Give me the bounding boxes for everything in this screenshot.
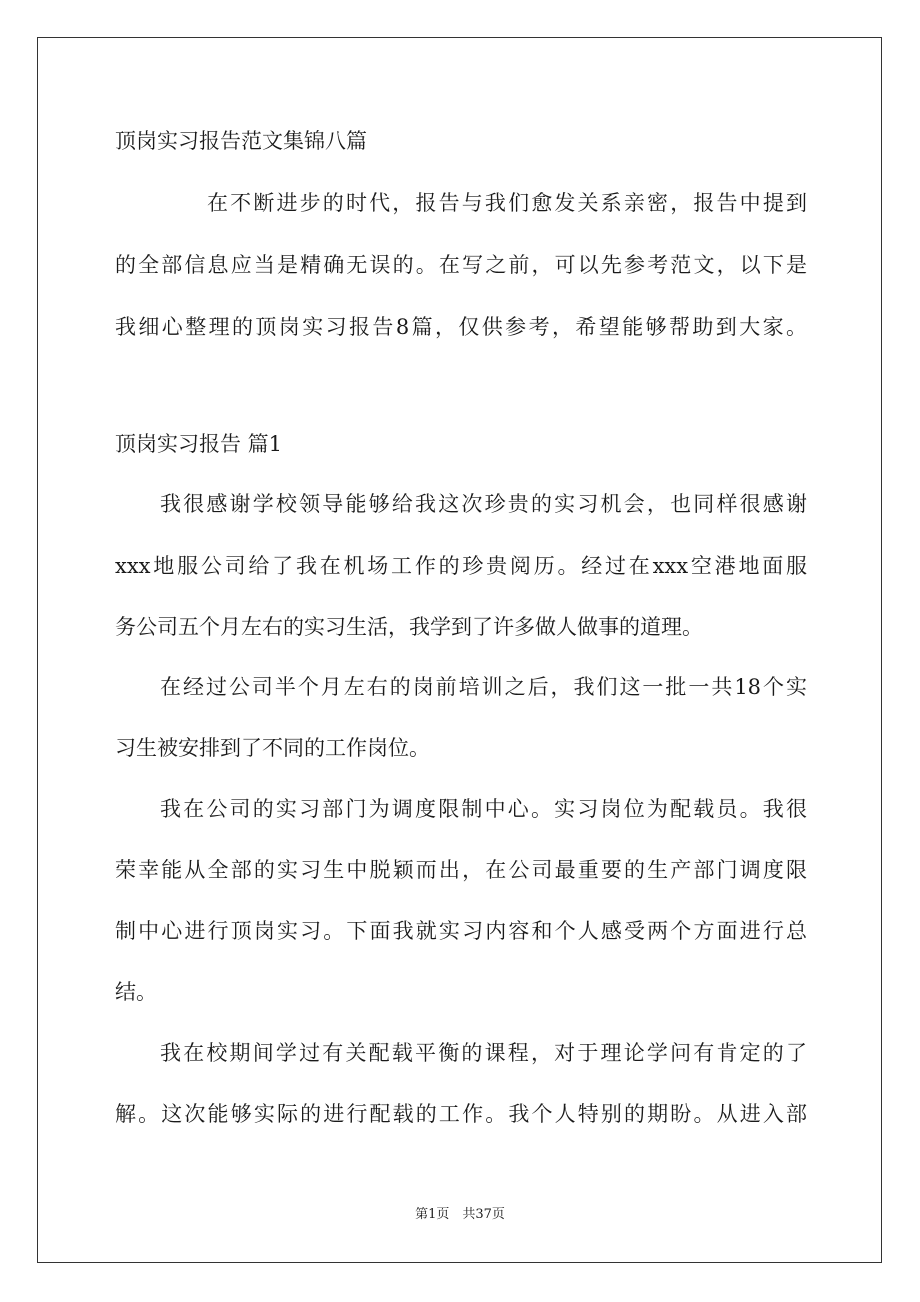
intro-line-2: 的全部信息应当是精确无误的。在写之前，可以先参考范文，以下是 [115,253,807,277]
p3-line-2: 荣幸能从全部的实习生中脱颖而出，在公司最重要的生产部门调度限 [115,858,807,882]
p3-line-1: 我在公司的实习部门为调度限制中心。实习岗位为配载员。我很 [160,797,807,821]
document-title: 顶岗实习报告范文集锦八篇 [115,129,367,153]
p3-line-3: 制中心进行顶岗实习。下面我就实习内容和个人感受两个方面进行总 [115,919,807,943]
page-footer: 第1页 共37页 [415,1207,505,1222]
p2-line-2: 习生被安排到了不同的工作岗位。 [115,736,430,760]
p3-line-4: 结。 [115,980,157,1004]
p2-line-1: 在经过公司半个月左右的岗前培训之后，我们这一批一共18个实 [160,675,807,699]
p1-line-1: 我很感谢学校领导能够给我这次珍贵的实习机会，也同样很感谢 [160,492,807,516]
p4-line-2: 解。这次能够实际的进行配载的工作。我个人特别的期盼。从进入部 [115,1102,807,1126]
page-border [37,37,882,1263]
section-heading: 顶岗实习报告 篇1 [115,432,283,456]
p4-line-1: 我在校期间学过有关配载平衡的课程，对于理论学问有肯定的了 [160,1041,807,1065]
intro-line-3: 我细心整理的顶岗实习报告8篇，仅供参考，希望能够帮助到大家。 [115,315,807,339]
p1-line-3: 务公司五个月左右的实习生活，我学到了许多做人做事的道理。 [115,615,703,639]
p1-line-2: xxx地服公司给了我在机场工作的珍贵阅历。经过在xxx空港地面服 [115,554,807,578]
intro-line-1: 在不断进步的时代，报告与我们愈发关系亲密，报告中提到 [207,191,807,215]
